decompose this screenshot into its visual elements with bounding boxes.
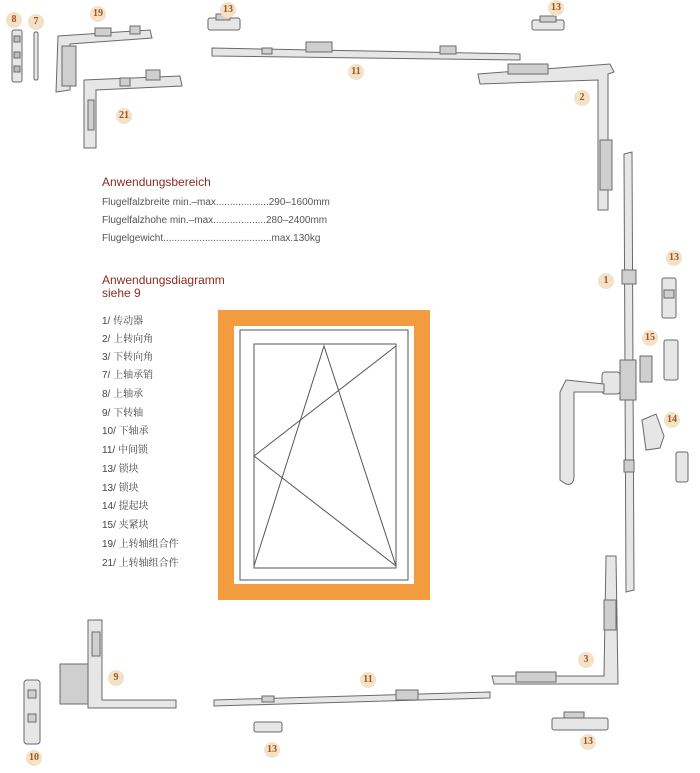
part-10-drawing [24,680,40,744]
legend-item: 10/ 下轴承 [102,426,149,437]
legend-item: 1/ 传动器 [102,316,144,327]
part-21-drawing [84,70,182,148]
part-3-drawing [492,556,618,684]
part-label-11-top: 11 [348,64,364,80]
legend-item: 3/ 下转向角 [102,352,154,363]
part-11-bottom-drawing [214,690,490,706]
legend-item: 7/ 上轴承销 [102,370,154,381]
spec-sash-height: Flugelfalzhohe min.–max...................280–2400mm [102,215,328,226]
part-label-8: 8 [6,12,22,28]
part-label-13-bottom-right: 13 [580,734,596,750]
part-label-9: 9 [108,670,124,686]
part-14-drawing [642,414,664,450]
spec-sash-width: Flugelfalzbreite min.–max...................290–1600mm [102,197,330,208]
part-9-drawing [60,620,176,708]
legend-item: 15/ 夹紧块 [102,520,149,531]
part-label-13-top-right: 13 [548,0,564,16]
part-2-drawing [478,64,614,210]
legend-item: 14/ 提起块 [102,501,149,512]
part-label-2: 2 [574,90,590,106]
part-small-block-drawing [676,452,688,482]
legend-item: 21/ 上转轴组合件 [102,558,179,569]
part-label-1: 1 [598,273,614,289]
part-label-21: 21 [116,108,132,124]
legend-item: 19/ 上转轴组合件 [102,539,179,550]
spec-sash-weight: Flugelgewicht.......................................max.130kg [102,233,321,244]
application-range-title: Anwendungsbereich [102,175,211,189]
part-label-3: 3 [578,652,594,668]
part-label-15: 15 [642,330,658,346]
legend-item: 8/ 上轴承 [102,389,144,400]
part-13-bottom-left-drawing [254,722,282,732]
part-13-top-right-drawing [532,16,564,30]
application-diagram-title: Anwendungsdiagramm [102,273,225,287]
application-diagram-subtitle: siehe 9 [102,286,141,300]
part-13-right-drawing [662,278,676,318]
part-label-14: 14 [664,412,680,428]
part-label-13-right: 13 [666,250,682,266]
legend-item: 13/ 锁块 [102,483,139,494]
legend-item: 9/ 下转轴 [102,408,144,419]
part-1-drawing [620,152,636,592]
part-label-13-bottom-left: 13 [264,742,280,758]
part-11-top-drawing [212,42,520,60]
part-label-7: 7 [28,14,44,30]
part-8-drawing [12,30,22,82]
part-7-drawing [34,32,38,80]
legend-item: 13/ 锁块 [102,464,139,475]
part-label-11-bottom: 11 [360,672,376,688]
part-label-13-top-left: 13 [220,2,236,18]
part-13-bottom-right-drawing [552,712,608,730]
legend-item: 11/ 中间锁 [102,445,148,456]
legend-item: 2/ 上转向角 [102,334,154,345]
application-diagram [226,318,422,592]
part-label-19: 19 [90,6,106,22]
part-label-10: 10 [26,750,42,766]
part-15-drawing [640,340,678,382]
window-handle-drawing [560,372,620,484]
